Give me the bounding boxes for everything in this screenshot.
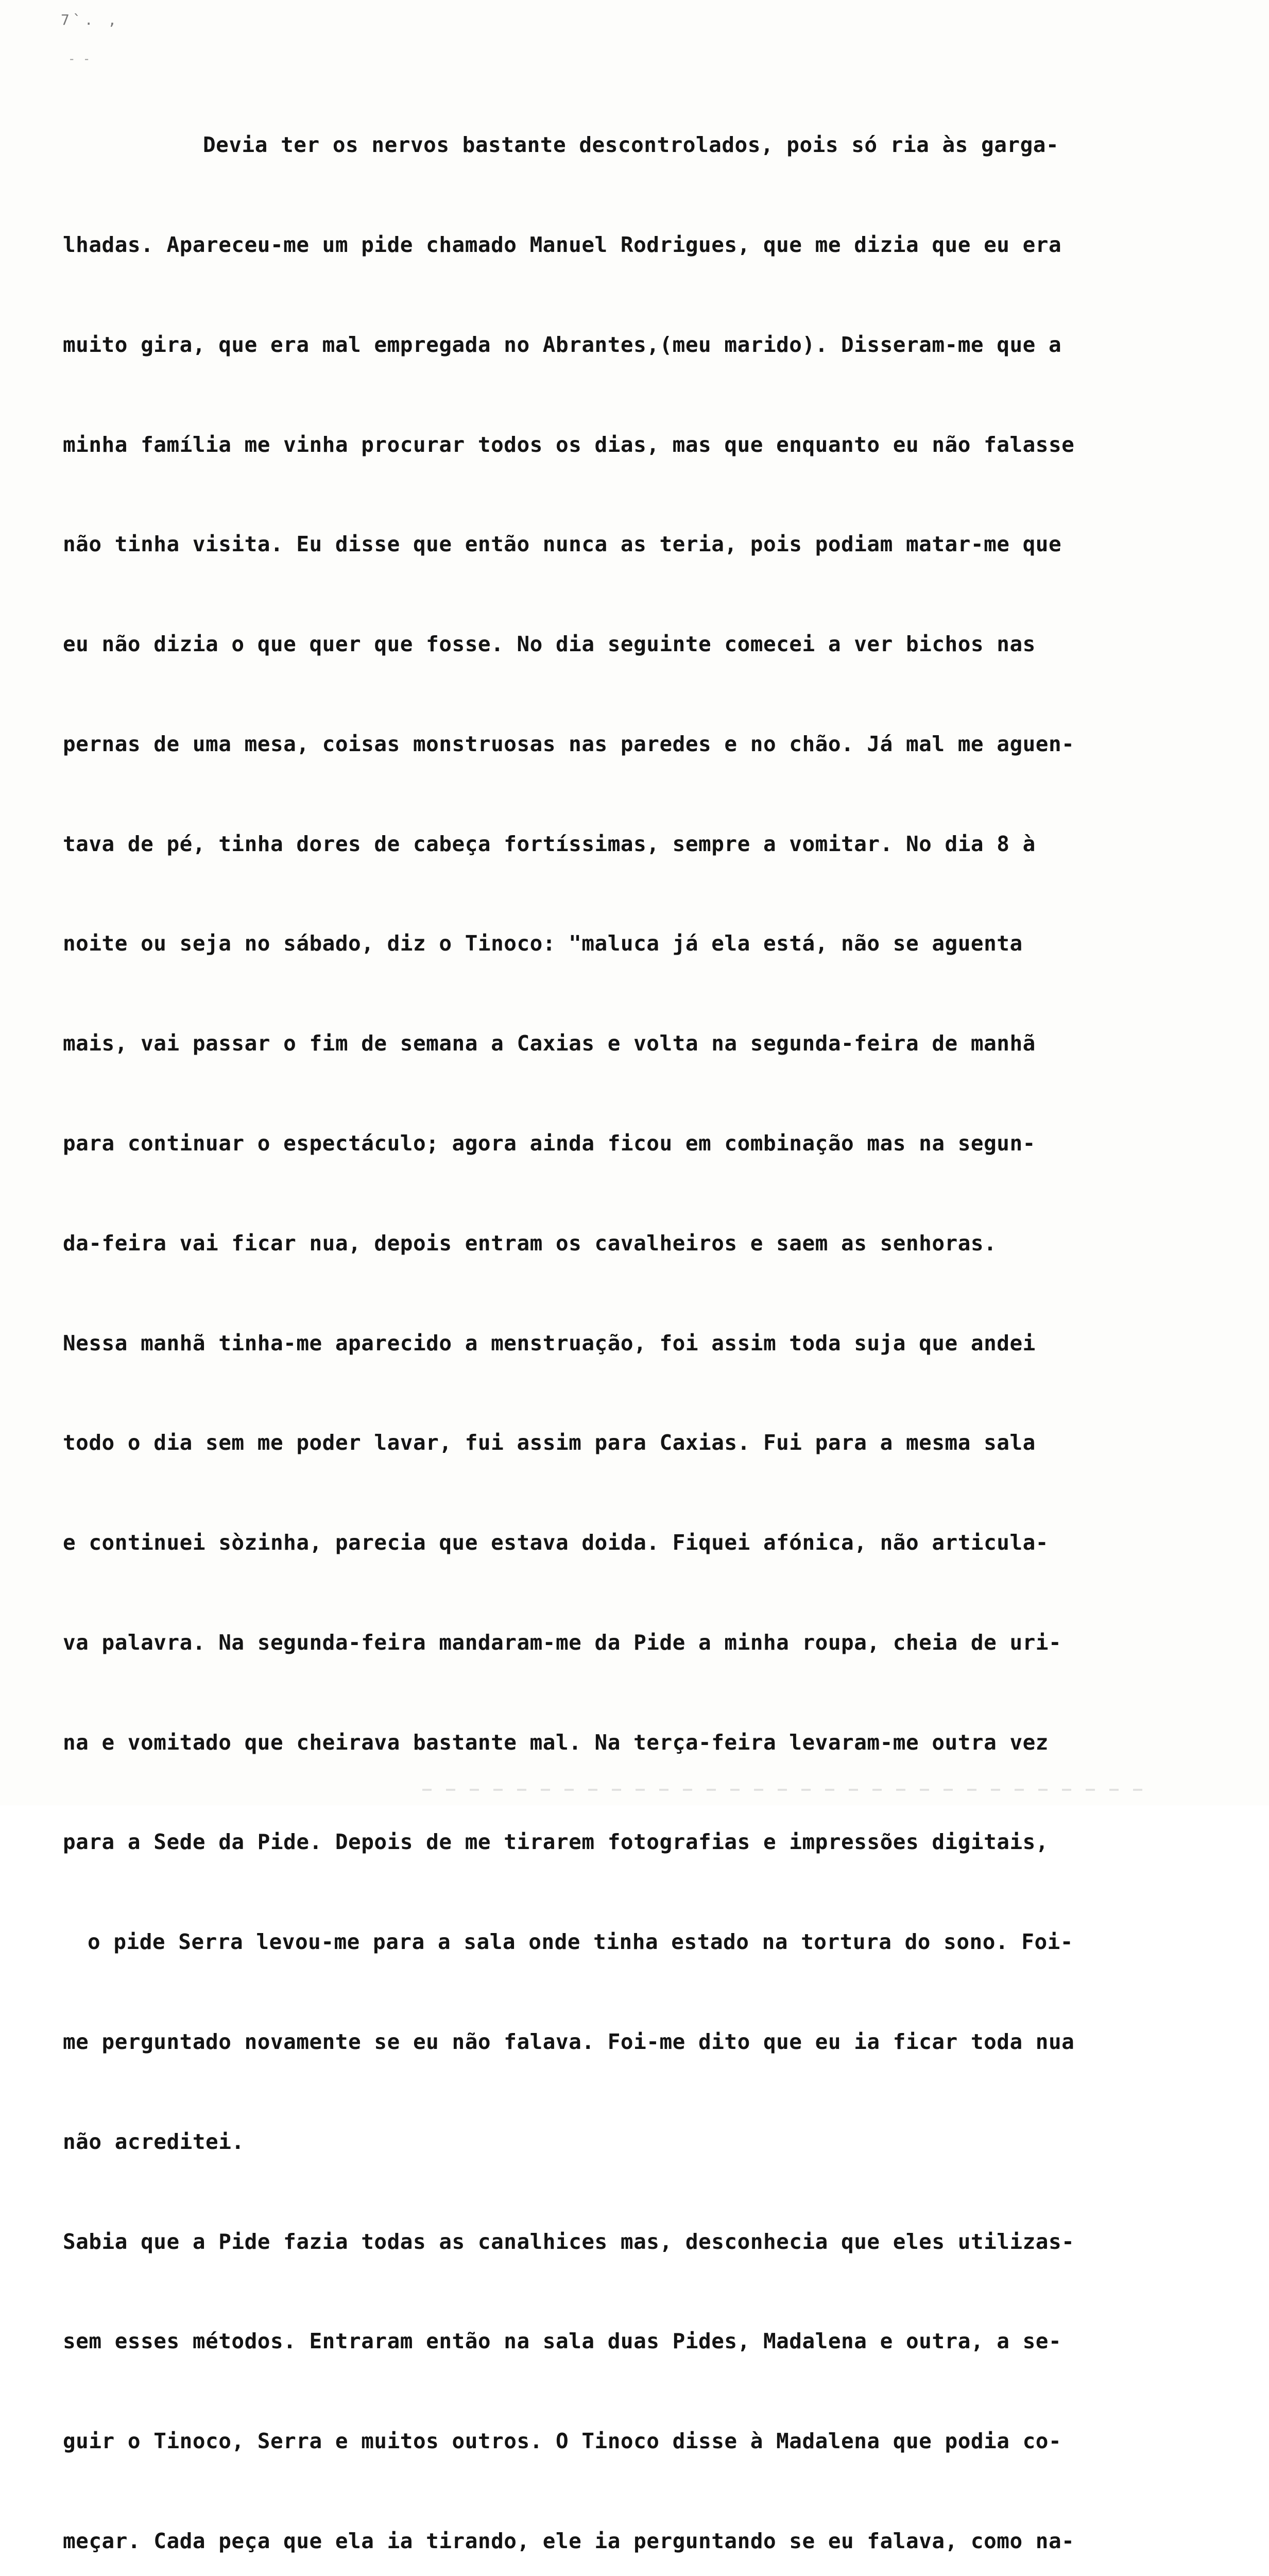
page-corner-dash: - - — [68, 52, 91, 66]
text-line: pernas de uma mesa, coisas monstruosas nas paredes e no chão. Já mal me aguen- — [63, 731, 1075, 756]
text-line: o pide Serra levou-me para a sala onde tinha estado na tortura do sono. Foi- — [88, 1929, 1073, 1955]
next-page-bleed-through — [422, 1789, 1143, 1791]
text-line: na e vomitado que cheirava bastante mal. Na terça-feira levaram-me outra vez — [63, 1730, 1049, 1755]
text-line: não acreditei. — [63, 2129, 245, 2154]
text-line: para a Sede da Pide. Depois de me tirarem fotografias e impressões digitais, — [63, 1829, 1049, 1855]
text-line: muito gira, que era mal empregada no Abrantes,(meu marido). Disseram-me que a — [63, 332, 1062, 357]
text-line: me perguntado novamente se eu não falava. Foi-me dito que eu ia ficar toda nua — [63, 2029, 1075, 2055]
text-line: e continuei sòzinha, parecia que estava doida. Fiquei afónica, não articula- — [63, 1530, 1049, 1555]
text-line: va palavra. Na segunda-feira mandaram-me da Pide a minha roupa, cheia de uri- — [63, 1630, 1062, 1655]
text-line: Devia ter os nervos bastante descontrolados, pois só ria às garga- — [203, 132, 1059, 158]
text-line: todo o dia sem me poder lavar, fui assim para Caxias. Fui para a mesma sala — [63, 1430, 1036, 1455]
text-line: mais, vai passar o fim de semana a Caxias e volta na segunda-feira de manhã — [63, 1031, 1036, 1056]
text-line: não tinha visita. Eu disse que então nunca as teria, pois podiam matar-me que — [63, 532, 1062, 557]
text-line: noite ou seja no sábado, diz o Tinoco: "maluca já ela está, não se aguenta — [63, 931, 1023, 956]
text-line: tava de pé, tinha dores de cabeça fortíssimas, sempre a vomitar. No dia 8 à — [63, 831, 1036, 856]
text-line: Sabia que a Pide fazia todas as canalhices mas, desconhecia que eles utilizas- — [63, 2229, 1075, 2254]
text-line: da-feira vai ficar nua, depois entram os cavalheiros e saem as senhoras. — [63, 1230, 997, 1256]
text-line: lhadas. Apareceu-me um pide chamado Manuel Rodrigues, que me dizia que eu era — [63, 232, 1062, 257]
text-line: Nessa manhã tinha-me aparecido a menstruação, foi assim toda suja que andei — [63, 1330, 1036, 1355]
text-line: sem esses métodos. Entraram então na sala duas Pides, Madalena e outra, a se- — [63, 2329, 1062, 2354]
page-corner-mark: 7`. , — [61, 11, 120, 28]
text-line: meçar. Cada peça que ela ia tirando, ele ia perguntando se eu falava, como na- — [63, 2528, 1075, 2553]
text-line: eu não dizia o que quer que fosse. No dia seguinte comecei a ver bichos nas — [63, 632, 1036, 657]
text-line: minha família me vinha procurar todos os dias, mas que enquanto eu não falasse — [63, 432, 1075, 457]
typewritten-text-block — [63, 62, 1268, 2576]
text-line: para continuar o espectáculo; agora ainda ficou em combinação mas na segun- — [63, 1131, 1036, 1156]
text-line: guir o Tinoco, Serra e muitos outros. O Tinoco disse à Madalena que podia co- — [63, 2429, 1062, 2454]
